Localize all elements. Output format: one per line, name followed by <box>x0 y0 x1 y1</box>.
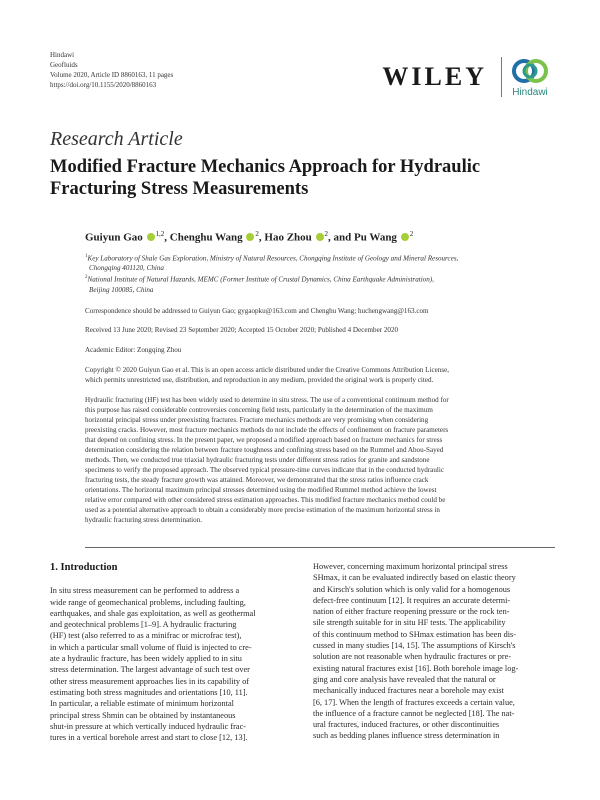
affiliation-number: 1 <box>85 254 88 259</box>
text-line: In situ stress measurement can be performed to address a <box>50 586 240 596</box>
abstract-line: used as a potential alternative approach to obtain a considerably more precise estimation of the maximum horizontal stress in <box>85 506 440 514</box>
text-line: of this continuum method to SHmax estimation has been dis- <box>313 629 517 639</box>
affiliation-2-cont: Beijing 100085, China <box>89 285 154 294</box>
text-line: solution are not reasonable when hydraulic fractures or pre- <box>313 652 512 662</box>
left-column <box>50 562 270 743</box>
hindawi-rings-icon <box>510 56 550 86</box>
orcid-icon[interactable] <box>316 233 324 241</box>
text-line: defect-free continuum [12]. It requires an accurate determi- <box>313 595 511 605</box>
right-column <box>313 561 533 742</box>
text-line: However, concerning maximum horizontal principal stress <box>313 562 508 571</box>
logo-divider <box>501 57 502 97</box>
text-line: earthquakes, and shale gas exploitation, as well as geothermal <box>50 608 256 618</box>
text-line: tures in a vertical borehole arrest and start to close [12, 13]. <box>50 733 248 743</box>
copyright-line: Copyright © 2020 Guiyun Gao et al. This is an open access article distributed under the Creative Commons Attribution License, <box>85 366 450 374</box>
journal-metadata <box>50 50 173 90</box>
orcid-icon[interactable] <box>401 233 409 241</box>
hindawi-logo <box>510 56 550 98</box>
abstract-line: that depend on confining stress. In the present paper, we proposed a modified approach based on fracture mechanics for stress <box>85 436 443 444</box>
publication-dates: Received 13 June 2020; Revised 23 September 2020; Accepted 15 October 2020; Published 4 December 2020 <box>85 326 399 334</box>
wiley-logo: WILEY <box>382 62 487 91</box>
affiliation-text: Key Laboratory of Shale Gas Exploration, Ministry of Natural Resources, Chongqing Institute of Geology and Mineral Resources, <box>87 254 459 263</box>
text-line: other stress measurement approaches lies in its capability of <box>50 676 250 686</box>
text-line: stress determination. The largest advantage of such test over <box>50 665 250 675</box>
text-line: In particular, a reliable estimate of minimum horizontal <box>50 699 234 709</box>
abstract-line: hydraulic fracturing stress determination. <box>85 516 203 524</box>
correspondence: Correspondence should be addressed to Guiyun Gao; gygaopku@163.com and Chenghu Wang; huchengwang@163.com <box>85 307 429 315</box>
abstract-line: preexisting cracks. However, most fracture mechanics methods do not include the effects of confinement on fracture parameters <box>85 426 449 434</box>
abstract-line: horizontal principal stress under preexisting fractures. Fracture mechanics methods are very promising when considering <box>85 416 429 424</box>
abstract-line: specimens to verify the proposed approach. The observed typical pressure-time curves indicate that in the conducted hydraulic <box>85 466 444 474</box>
academic-editor: Academic Editor: Zongqing Zhou <box>85 346 182 354</box>
text-line: such as bedding planes influence stress determination in <box>313 731 500 741</box>
text-line: ate a hydraulic fracture, has been widely applied to in situ <box>50 654 242 664</box>
author-list: Guiyun Gao $^{1,2}$, Chenghu Wang $^2$, Hao Zhou $^2$, and Pu Wang $^2$ <box>85 230 414 244</box>
author-affiliation-mark: 1,2 <box>155 230 165 238</box>
text-line: wide range of geomechanical problems, including faulting, <box>50 597 246 607</box>
journal-name: Geofluids <box>50 61 78 69</box>
author-affiliation-mark: 2 <box>409 230 414 238</box>
text-line: principal stress Shmin can be obtained by instantaneous <box>50 710 236 720</box>
affiliations <box>85 252 555 295</box>
affiliation-number: 2 <box>85 275 88 281</box>
hindawi-wordmark: Hindawi <box>512 87 548 98</box>
abstract-line: Hydraulic fracturing (HF) test has been widely used to determine in situ stress. The use of a conventional continuum method for <box>85 396 449 404</box>
publisher-logos <box>382 56 550 98</box>
author-affiliation-mark: 2 <box>255 230 259 238</box>
text-line: sile strength suitable for in situ HF tests. The applicability <box>313 618 506 628</box>
volume-info: Volume 2020, Article ID 8860163, 11 pages <box>50 71 174 79</box>
text-line: shut-in pressure at which vertically induced hydraulic frac- <box>50 721 247 731</box>
abstract-line: orientations. The horizontal maximum principal stresses determined using the modified Rummel method achieve the lowest <box>85 486 437 494</box>
paper-title: Modified Fracture Mechanics Approach for Hydraulic Fracturing Stress Measurements <box>50 157 481 199</box>
doi-link[interactable]: https://doi.org/10.1155/2020/8860163 <box>50 81 157 89</box>
abstract-line: methods. Then, we conducted true triaxial hydraulic fracturing tests under different stress ratios for granite and sandstone <box>85 456 430 464</box>
affiliation-1 <box>85 252 555 263</box>
copyright-notice <box>85 365 555 385</box>
text-line: SHmax, it can be evaluated indirectly based on elastic theory <box>313 573 516 583</box>
affiliation-2 <box>85 273 555 284</box>
author-name: Pu Wang <box>354 231 397 244</box>
text-line: ging and core analysis have revealed that the natural or <box>313 674 496 684</box>
orcid-icon[interactable] <box>246 233 254 241</box>
text-line: cussed in many studies [14, 15]. The assumptions of Kirsch's <box>313 641 516 651</box>
text-line: existing natural fractures exist [16]. Both borehole image log- <box>313 663 519 673</box>
section-heading: 1. Introduction <box>50 562 118 573</box>
text-line: [6, 17]. When the length of fractures exceeds a certain value, <box>313 697 515 707</box>
author-affiliation-mark: 2 <box>324 230 329 238</box>
text-line: (HF) test (also referred to as a minifrac or microfrac test), <box>50 631 242 641</box>
affiliation-text: National Institute of Natural Hazards, MEMC (Former Institute of Crustal Dynamics, China Earthquake Administration), <box>87 275 434 284</box>
text-line: and Kirsch's solution which is only valid for a homogenous <box>313 584 511 594</box>
author-name: Hao Zhou <box>264 231 312 244</box>
text-line: mechanically induced fractures near a borehole may exist <box>313 686 504 696</box>
orcid-icon[interactable] <box>147 233 155 241</box>
abstract-line: relative error compared with other considered stress estimation approaches. This modified fracture mechanics method could be <box>85 496 446 504</box>
text-line: the influence of a fracture cannot be neglected [18]. The nat- <box>313 708 515 718</box>
text-line: in which a particular small volume of fluid is injected to cre- <box>50 642 252 652</box>
intro-paragraph <box>50 585 270 743</box>
text-line: ural fractures, induced fractures, or other discontinuities <box>313 720 500 730</box>
text-line: estimating both stress magnitudes and orientations [10, 11]. <box>50 687 248 697</box>
section-divider <box>85 547 555 548</box>
text-line: and geotechnical problems [1–9]. A hydraulic fracturing <box>50 620 237 630</box>
article-type: Research Article <box>50 128 183 150</box>
author-name: Guiyun Gao <box>85 231 143 244</box>
abstract <box>85 395 555 525</box>
text-line: nation of either fracture reopening pressure or the rock ten- <box>313 607 510 617</box>
abstract-line: determination considering the relation between fracture toughness and confining stress based on the Rummel and Abou-Sayed <box>85 446 444 454</box>
abstract-line: this purpose has raised considerable controversies concerning field tests, particularly in the determination of the maximum <box>85 406 433 414</box>
author-name: Chenghu Wang <box>169 231 243 244</box>
abstract-line: fracturing tests, the steady fracture growth was attained. Moreover, we demonstrated that the stress ratios influence crack <box>85 476 429 484</box>
copyright-line: which permits unrestricted use, distribution, and reproduction in any medium, provided the original work is properly cited. <box>85 376 434 384</box>
publisher-name: Hindawi <box>50 51 75 59</box>
affiliation-1-cont: Chongqing 401120, China <box>89 264 164 273</box>
